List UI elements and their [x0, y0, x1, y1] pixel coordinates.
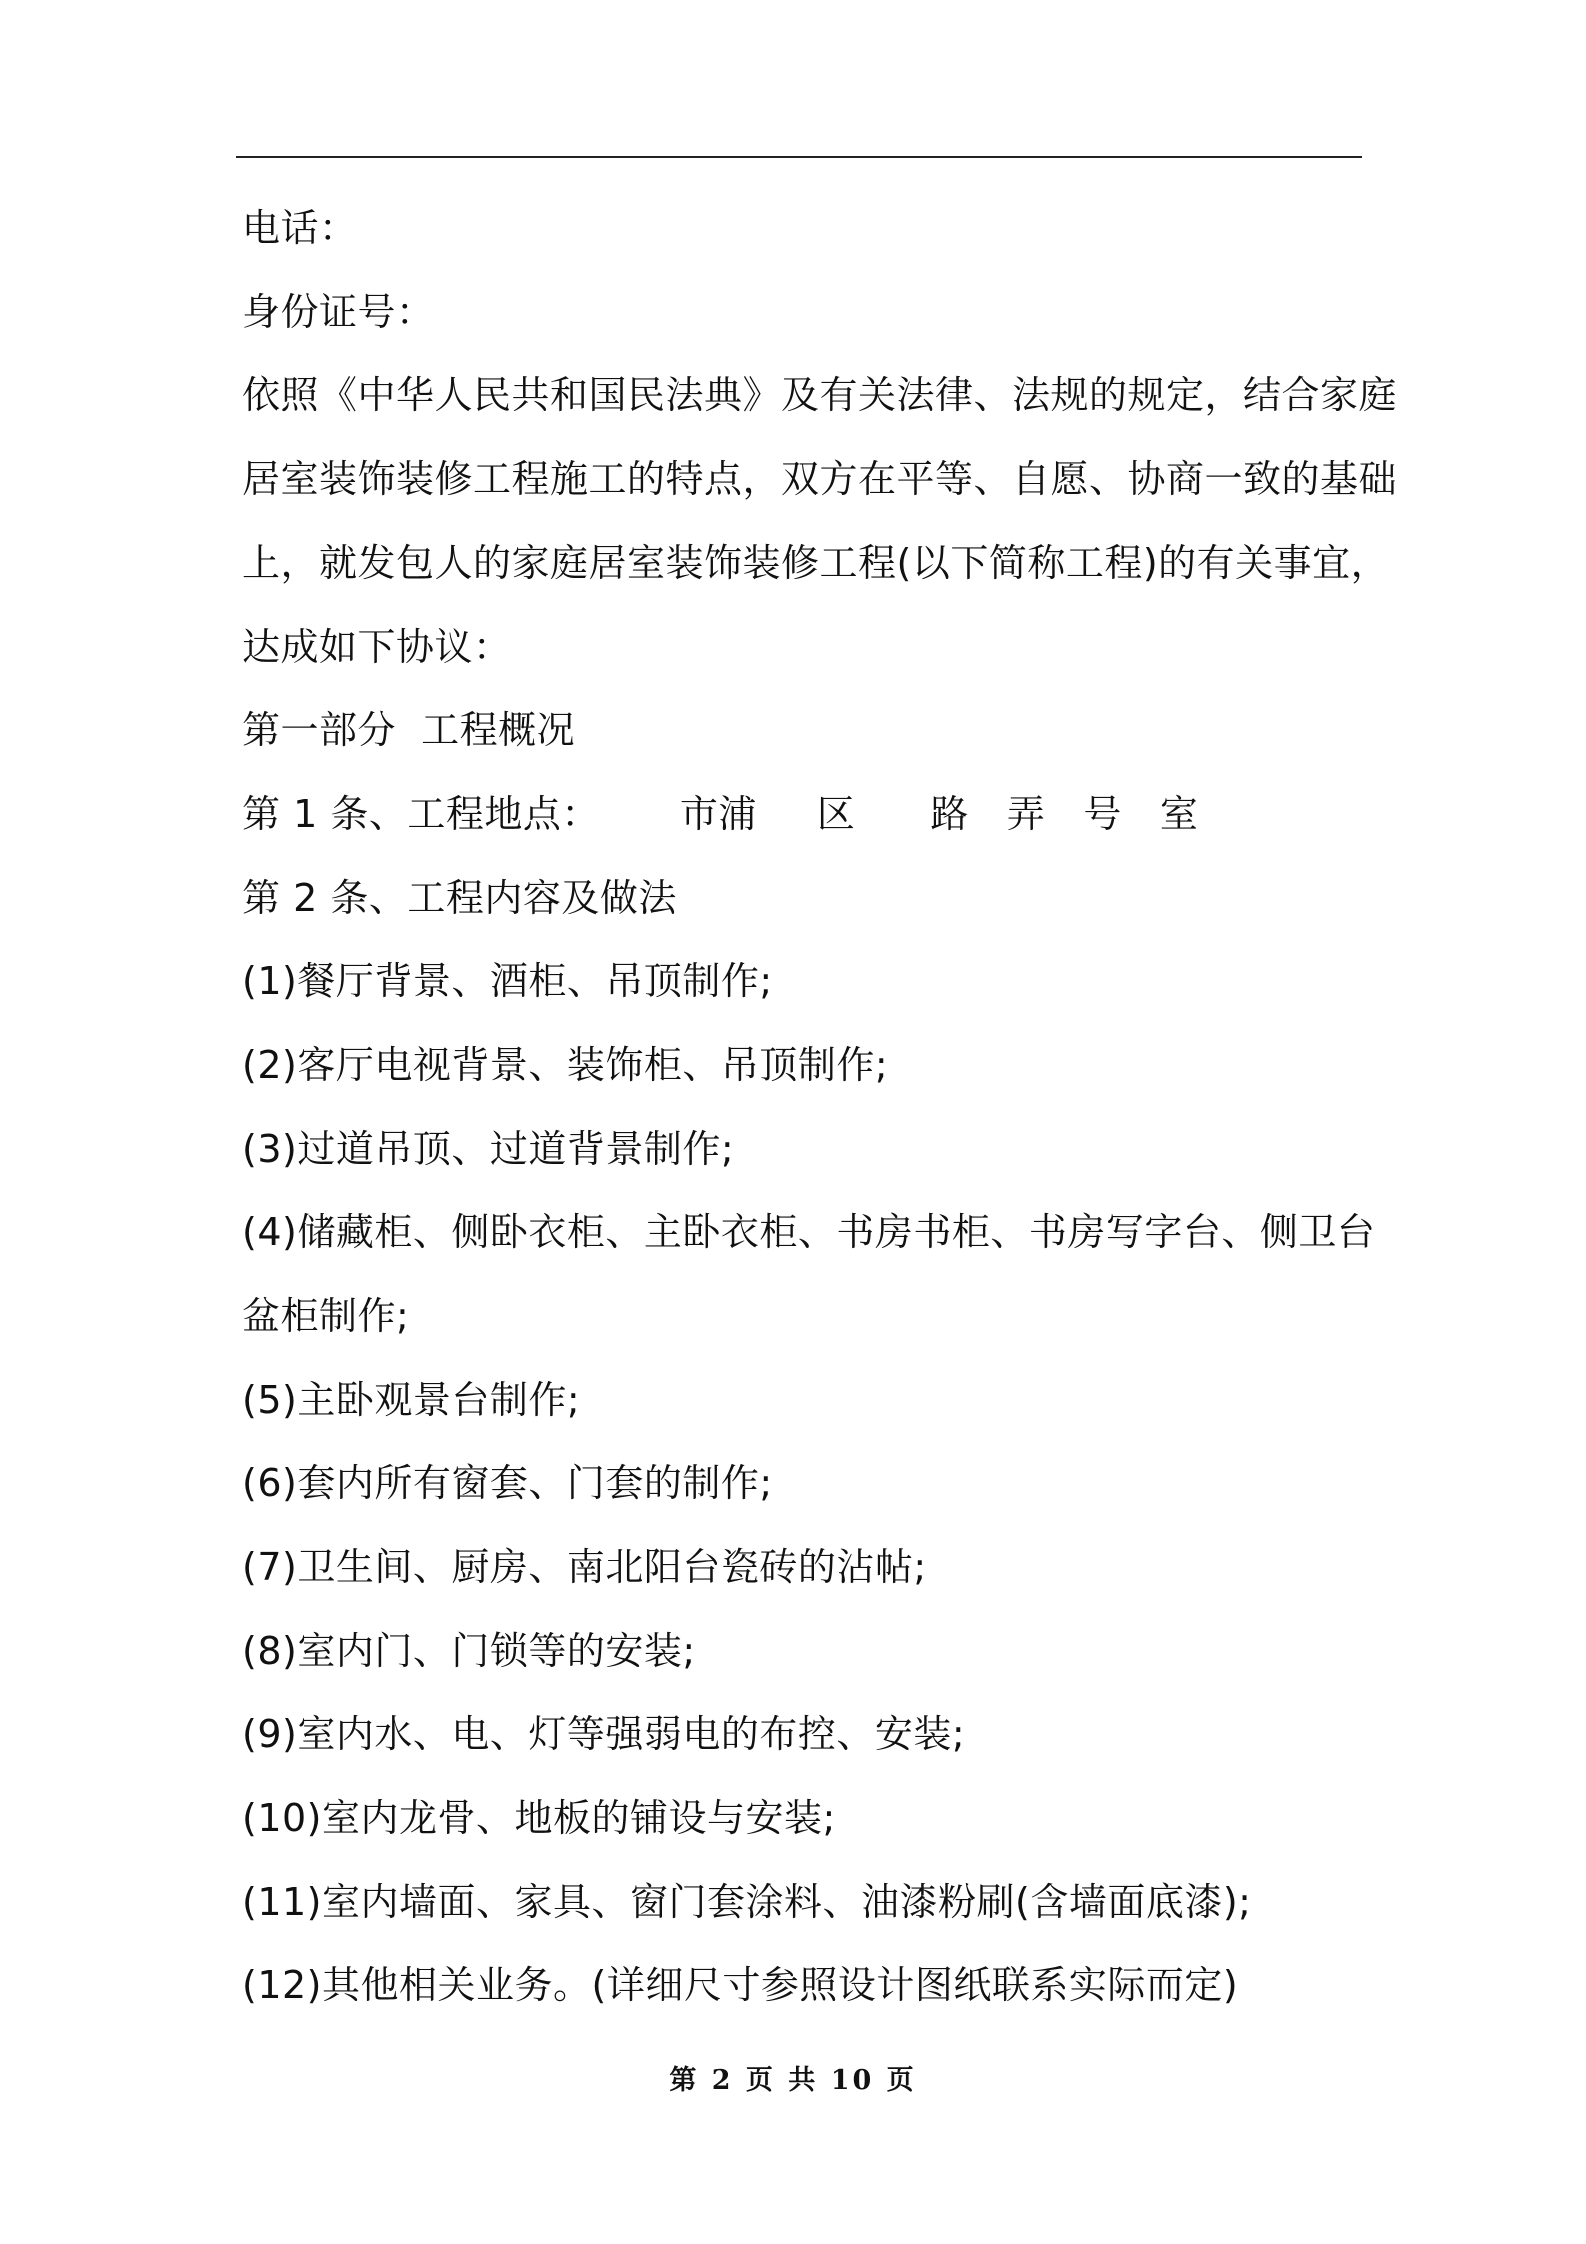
work-item: (8)室内门、门锁等的安装; [242, 1629, 696, 1673]
address-room: 室 [1159, 792, 1199, 836]
work-item: (6)套内所有窗套、门套的制作; [242, 1461, 773, 1505]
preamble-line: 依照《中华人民共和国民法典》及有关法律、法规的规定，结合家庭 [242, 373, 1398, 417]
work-item: (5)主卧观景台制作; [242, 1378, 581, 1422]
work-item: (4)储藏柜、侧卧衣柜、主卧衣柜、书房书柜、书房写字台、侧卫台 [242, 1210, 1376, 1254]
phone-label: 电话： [242, 206, 358, 250]
address-road: 路 [930, 792, 969, 836]
work-item: (11)室内墙面、家具、窗门套涂料、油漆粉刷(含墙面底漆); [242, 1880, 1252, 1924]
work-item: (3)过道吊顶、过道背景制作; [242, 1127, 735, 1171]
header-rule [236, 156, 1362, 158]
preamble-line: 居室装饰装修工程施工的特点，双方在平等、自愿、协商一致的基础 [242, 457, 1398, 501]
work-item: (12)其他相关业务。(详细尺寸参照设计图纸联系实际而定) [242, 1963, 1239, 2007]
address-lane: 弄 [1006, 792, 1046, 836]
page-number-footer: 第 2 页 共 10 页 [669, 2065, 917, 2096]
work-item: (9)室内水、电、灯等强弱电的布控、安装; [242, 1712, 966, 1756]
preamble-line: 达成如下协议： [242, 625, 512, 669]
preamble-line: 上，就发包人的家庭居室装饰装修工程(以下简称工程)的有关事宜， [242, 541, 1390, 585]
id-number-label: 身份证号： [242, 290, 435, 334]
address-number: 号 [1083, 792, 1122, 836]
article-2-title: 第 2 条、工程内容及做法 [242, 876, 677, 920]
work-item: (1)餐厅背景、酒柜、吊顶制作; [242, 959, 773, 1003]
section-title: 第一部分 工程概况 [242, 708, 576, 752]
address-city: 市浦 [679, 792, 757, 836]
work-item: (10)室内龙骨、地板的铺设与安装; [242, 1796, 836, 1840]
article-1-label: 第 1 条、工程地点： [242, 792, 600, 836]
work-item: (7)卫生间、厨房、南北阳台瓷砖的沾帖; [242, 1545, 927, 1589]
work-item: (2)客厅电视背景、装饰柜、吊顶制作; [242, 1043, 889, 1087]
address-district: 区 [816, 792, 856, 836]
article-1-location [242, 789, 1198, 839]
work-item: 盆柜制作; [242, 1294, 410, 1338]
